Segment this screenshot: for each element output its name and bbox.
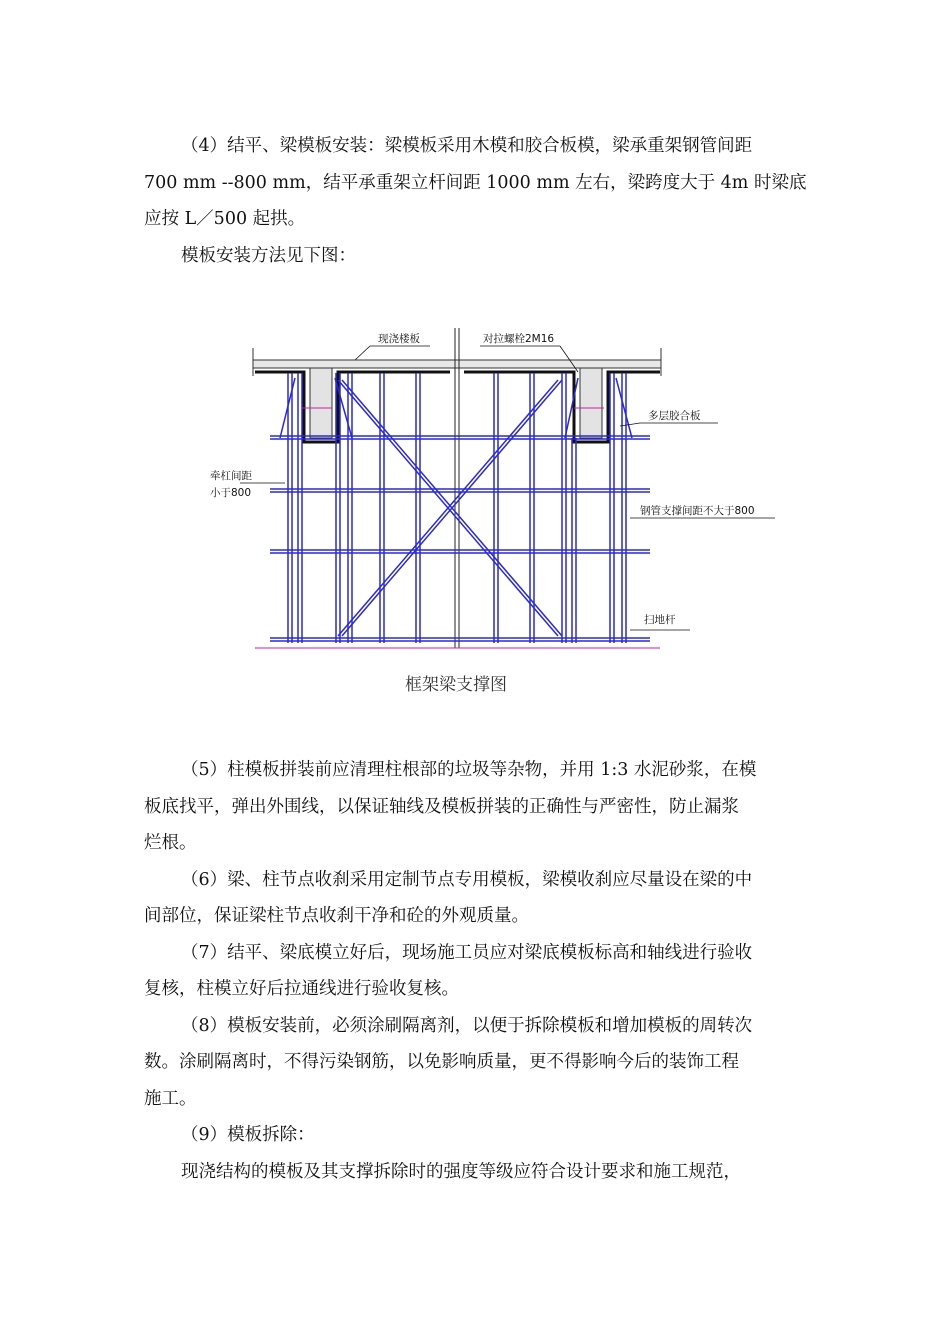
label-spacing-1: 牵杠间距 <box>210 470 252 482</box>
label-bolt: 对拉螺栓2M16 <box>483 333 555 345</box>
section-9-title: （9）模板拆除： <box>181 1125 315 1145</box>
text-line: （4）结平、梁模板安装：梁模板采用木模和胶合板模，梁承重架钢管间距 <box>181 136 753 156</box>
frame-beam-support-diagram <box>210 318 755 698</box>
text-line: 应按 L／500 起拱。 <box>144 209 306 229</box>
text-line: 烂根。 <box>144 833 197 853</box>
label-spacing-2: 小于800 <box>210 487 252 499</box>
label-slab: 现浇楼板 <box>378 333 420 345</box>
intro-line: 模板安装方法见下图： <box>181 245 356 266</box>
text-line: 施工。 <box>144 1088 197 1109</box>
text-line: （7）结平、梁底模立好后，现场施工员应对梁底模板标高和轴线进行验收 <box>181 942 753 963</box>
paragraph-section-4 <box>144 128 810 274</box>
text-line: 现浇结构的模板及其支撑拆除时的强度等级应符合设计要求和施工规范， <box>181 1161 741 1182</box>
label-tube-spacing: 钢管支撑间距不大于800 <box>640 505 755 517</box>
text-line: （5）柱模板拼装前应清理柱根部的垃圾等杂物，并用 1:3 水泥砂浆，在模 <box>181 760 757 780</box>
label-sweep-rod: 扫地杆 <box>644 614 676 626</box>
text-line: （6）梁、柱节点收刹采用定制节点专用模板，梁模收刹应尽量设在梁的中 <box>181 869 753 890</box>
text-line: 间部位，保证梁柱节点收刹干净和砼的外观质量。 <box>144 906 529 926</box>
text-line: 700 mm --800 mm，结平承重架立杆间距 1000 mm 左右，梁跨度大于 4m 时梁底 <box>144 172 807 193</box>
text-line: （8）模板安装前，必须涂刷隔离剂，以便于拆除模板和增加模板的周转次 <box>181 1015 753 1036</box>
label-plywood: 多层胶合板 <box>648 410 701 422</box>
text-line: 数。涂刷隔离时，不得污染钢筋，以免影响质量，更不得影响今后的装饰工程 <box>144 1052 739 1072</box>
text-line: 复核，柱模立好后拉通线进行验收复核。 <box>144 979 459 999</box>
paragraph-section-5 <box>144 752 810 1190</box>
figure-caption: 框架梁支撑图 <box>405 675 507 695</box>
text-line: 板底找平，弹出外围线，以保证轴线及模板拼装的正确性与严密性，防止漏浆 <box>144 796 739 817</box>
